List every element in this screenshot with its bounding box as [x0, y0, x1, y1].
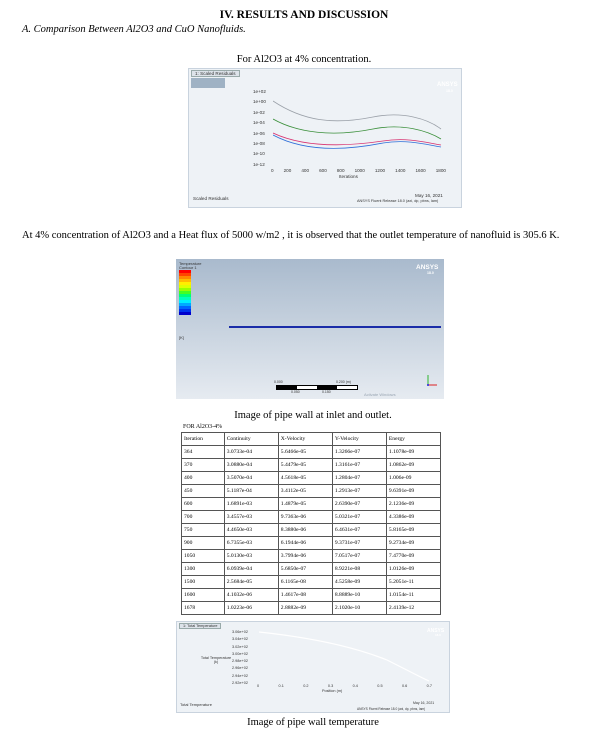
y-tick: 1e-04	[253, 120, 265, 126]
x-tick: 0.2	[303, 684, 309, 688]
table-cell: 3.7994e-06	[278, 550, 332, 563]
table-cell: 4.1032e-06	[224, 589, 278, 602]
table-header-row	[182, 433, 441, 446]
x-tick: 0	[257, 684, 260, 688]
section-heading: IV. RESULTS AND DISCUSSION	[219, 9, 389, 21]
x-tick: 200	[283, 168, 292, 173]
temperature-x-axis	[257, 684, 432, 688]
table-cell: 4.3386e-09	[386, 511, 440, 524]
table-cell: 5.1187e-04	[224, 485, 278, 498]
scale-label: 0.000	[274, 380, 283, 384]
x-tick: 600	[319, 168, 327, 173]
table-cell: 900	[182, 537, 225, 550]
footer-release: ANSYS Fluent Release 18.0 (axi, dp, pbns, lam)	[357, 707, 426, 711]
table-title: FOR Al2O3-4%	[183, 424, 223, 430]
table-cell: 1.2913e-07	[332, 485, 386, 498]
table-header-cell: Continuity	[224, 433, 278, 446]
caption-temperature: Image of pipe wall temperature	[247, 717, 379, 728]
y-tick: 2.98e+02	[232, 659, 248, 664]
temperature-y-axis	[232, 629, 248, 687]
table-cell: 1.6891e-03	[224, 498, 278, 511]
x-axis-label: Iterations	[339, 174, 358, 179]
continuity-curve	[273, 101, 441, 129]
x-tick: 1800	[435, 168, 446, 173]
table-cell: 5.6850e-07	[278, 563, 332, 576]
scale-label: 0.150	[322, 390, 331, 394]
table-cell: 8.3880e-06	[278, 524, 332, 537]
table-header-cell: Iteration	[182, 433, 225, 446]
table-cell: 5.6466e-05	[278, 446, 332, 459]
x-tick: 800	[336, 168, 345, 173]
table-cell: 1600	[182, 589, 225, 602]
table-cell: 1.4617e-08	[278, 589, 332, 602]
caption-pipe: Image of pipe wall at inlet and outlet.	[234, 410, 392, 421]
table-cell: 7.4770e-09	[386, 550, 440, 563]
residuals-x-axis	[271, 168, 446, 173]
scale-bar	[276, 385, 358, 390]
footer-date: May 16, 2021	[413, 701, 435, 705]
footer-date: May 16, 2021	[415, 193, 443, 198]
residuals-plot	[273, 89, 443, 167]
x-tick: 0.6	[401, 684, 408, 688]
y-axis-label: Total Temperature (k)	[200, 656, 232, 664]
table-cell: 5.0130e-03	[224, 550, 278, 563]
footer-left: Scaled Residuals	[193, 196, 229, 201]
x-tick: 1200	[374, 168, 386, 173]
total-temperature-tab[interactable]: 1: Total Temperature	[179, 623, 221, 629]
table-cell: 3.4112e-05	[278, 485, 332, 498]
table-cell: 4.5618e-05	[278, 472, 332, 485]
y-tick: 2.94e+02	[232, 673, 248, 678]
table-cell: 1.4879e-05	[278, 498, 332, 511]
ansys-version: 18.0	[435, 633, 441, 637]
temperature-contour-figure	[176, 259, 444, 399]
table-cell: 2.8882e-09	[278, 602, 332, 615]
table-cell: 6.4631e-07	[332, 524, 386, 537]
y-tick: 1e+02	[253, 89, 266, 94]
contour-legend-subtitle: Contour 1	[179, 265, 197, 270]
table-header-cell: X-Velocity	[278, 433, 332, 446]
y-tick: 3.00e+02	[232, 651, 248, 656]
table-cell: 8.9221e-08	[332, 563, 386, 576]
x-tick: 0.1	[278, 684, 284, 688]
contour-color-legend	[179, 270, 191, 315]
activate-windows-watermark: Activate Windows	[364, 392, 396, 397]
x-tick: 1400	[395, 168, 406, 173]
temperature-curve	[259, 632, 429, 681]
table-cell: 2.4139e-12	[386, 602, 440, 615]
table-cell: 6.0939e-04	[224, 563, 278, 576]
y-tick: 3.04e+02	[232, 637, 248, 642]
x-tick: 0	[271, 168, 274, 173]
table-cell: 5.2051e-11	[386, 576, 440, 589]
table-row	[182, 524, 441, 537]
table-cell: 1.3161e-07	[332, 459, 386, 472]
footer-left: Total Temperature	[180, 702, 212, 707]
table-cell: 400	[182, 472, 225, 485]
table-cell: 2.1020e-10	[332, 602, 386, 615]
table-header-cell: Energy	[386, 433, 440, 446]
temperature-plot	[257, 630, 432, 682]
y-tick: 1e-02	[253, 109, 265, 115]
ansys-logo: ANSYS	[437, 82, 458, 88]
table-cell: 1.1078e-09	[386, 446, 440, 459]
y-tick: 2.92e+02	[232, 681, 248, 686]
table-row	[182, 511, 441, 524]
ansys-version: 18.0	[427, 271, 434, 275]
y-tick: 1e-08	[253, 141, 265, 147]
table-cell: 1.0862e-09	[386, 459, 440, 472]
table-row	[182, 459, 441, 472]
table-row	[182, 446, 441, 459]
legend-swatch	[179, 312, 191, 315]
y-tick: 3.06e+02	[232, 630, 248, 634]
energy-curve	[273, 133, 441, 145]
x-velocity-curve	[273, 119, 441, 139]
x-tick: 400	[301, 168, 310, 173]
x-axis-label: Position (m)	[322, 689, 343, 693]
table-cell: 8.8889e-10	[332, 589, 386, 602]
table-cell: 2.6390e-07	[332, 498, 386, 511]
table-cell: 364	[182, 446, 225, 459]
table-row	[182, 602, 441, 615]
table-cell: 9.2734e-09	[386, 537, 440, 550]
footer-release: ANSYS Fluent Release 18.0 (axi, dp, pbns, lam)	[357, 199, 439, 203]
table-cell: 4.4650e-03	[224, 524, 278, 537]
ansys-logo: ANSYS	[416, 264, 439, 271]
table-row	[182, 550, 441, 563]
legend-thumbnail	[191, 78, 225, 88]
table-row	[182, 472, 441, 485]
residuals-figure	[188, 68, 462, 208]
results-paragraph: At 4% concentration of Al2O3 and a Heat flux of 5000 w/m2 , it is observed that the outlet temperature of nanofluid is 305.6 K.	[22, 230, 560, 241]
table-cell: 9.6391e-09	[386, 485, 440, 498]
x-tick: 1000	[354, 168, 365, 173]
table-cell: 6.7355e-03	[224, 537, 278, 550]
table-cell: 6.1944e-06	[278, 537, 332, 550]
table-row	[182, 563, 441, 576]
x-tick: 0.7	[426, 684, 432, 688]
table-cell: 9.7363e-06	[278, 511, 332, 524]
scale-label: 0.050	[291, 390, 300, 394]
table-cell: 3.0733e-04	[224, 446, 278, 459]
ansys-version: 18.0	[446, 89, 453, 93]
table-cell: 1.006e-09	[386, 472, 440, 485]
table-cell: 370	[182, 459, 225, 472]
table-row	[182, 485, 441, 498]
table-cell: 1500	[182, 576, 225, 589]
table-cell: 4.5258e-09	[332, 576, 386, 589]
table-row	[182, 537, 441, 550]
y-tick: 1e+00	[253, 99, 266, 105]
table-header-cell: Y-Velocity	[332, 433, 386, 446]
subsection-heading: A. Comparison Between Al2O3 and CuO Nanofluids.	[22, 24, 246, 35]
table-cell: 3.0880e-04	[224, 459, 278, 472]
y-tick: 1e-12	[253, 161, 265, 167]
table-row	[182, 498, 441, 511]
y-tick: 3.02e+02	[232, 644, 248, 649]
table-cell: 1050	[182, 550, 225, 563]
table-cell: 9.3731e-07	[332, 537, 386, 550]
table-cell: 700	[182, 511, 225, 524]
contour-legend-title: Temperature	[179, 261, 202, 266]
residuals-table	[181, 432, 441, 615]
table-cell: 1.3266e-07	[332, 446, 386, 459]
caption-residuals: For Al2O3 at 4% concentration.	[236, 54, 372, 65]
table-cell: 600	[182, 498, 225, 511]
table-cell: 450	[182, 485, 225, 498]
table-cell: 2.5684e-05	[224, 576, 278, 589]
x-tick: 1600	[415, 168, 426, 173]
table-row	[182, 576, 441, 589]
axis-triad-icon	[426, 373, 438, 387]
x-tick: 0.5	[377, 684, 383, 688]
residuals-y-axis	[253, 87, 266, 170]
table-cell: 5.8165e-09	[386, 524, 440, 537]
table-cell: 1.0126e-09	[386, 563, 440, 576]
table-cell: 3.5070e-04	[224, 472, 278, 485]
contour-legend-unit: [K]	[179, 335, 184, 340]
table-cell: 1.0223e-06	[224, 602, 278, 615]
scale-label: 0.200 (m)	[336, 380, 351, 384]
table-cell: 1678	[182, 602, 225, 615]
table-cell: 5.0321e-07	[332, 511, 386, 524]
y-tick: 1e-10	[253, 151, 265, 157]
ansys-logo: ANSYS	[427, 628, 445, 634]
table-cell: 2.1236e-09	[386, 498, 440, 511]
table-cell: 5.4479e-05	[278, 459, 332, 472]
y-tick: 1e-06	[253, 130, 265, 136]
x-tick: 0.3	[327, 684, 334, 688]
pipe-wall-line	[229, 326, 441, 328]
table-cell: 3.4557e-03	[224, 511, 278, 524]
table-cell: 750	[182, 524, 225, 537]
table-cell: 1.2804e-07	[332, 472, 386, 485]
table-row	[182, 589, 441, 602]
x-tick: 0.4	[352, 684, 358, 688]
table-cell: 7.0517e-07	[332, 550, 386, 563]
total-temperature-figure	[176, 621, 450, 713]
residuals-tab[interactable]: 1: Scaled Residuals	[191, 70, 240, 77]
table-cell: 1.0154e-11	[386, 589, 440, 602]
table-cell: 1300	[182, 563, 225, 576]
table-cell: 6.1165e-08	[278, 576, 332, 589]
y-tick: 2.96e+02	[232, 666, 248, 671]
